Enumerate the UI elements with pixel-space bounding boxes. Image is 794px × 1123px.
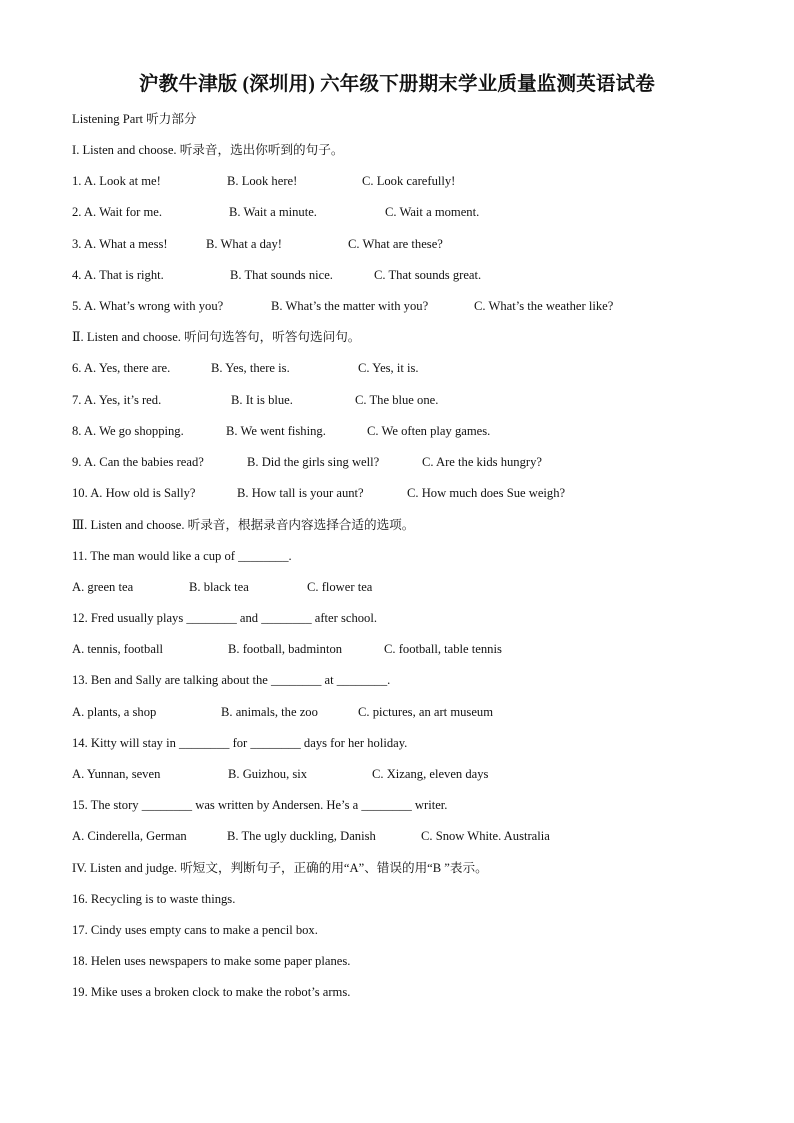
question-13-options — [72, 704, 752, 720]
option-b: B. That sounds nice. — [230, 268, 333, 282]
option-a: 1. A. Look at me! — [72, 174, 161, 188]
option-a: 10. A. How old is Sally? — [72, 486, 196, 500]
question-18: 18. Helen uses newspapers to make some paper planes. — [72, 954, 351, 968]
option-b: B. What’s the matter with you? — [271, 299, 429, 313]
option-a: 2. A. Wait for me. — [72, 205, 163, 219]
option-c: C. How much does Sue weigh? — [407, 486, 566, 500]
section-4-heading: IV. Listen and judge. 听短文，判断句子，正确的用“A”、错误的用“B ”表示。 — [72, 861, 488, 875]
listening-part-heading: Listening Part 听力部分 — [72, 112, 197, 126]
section-2-heading: Ⅱ. Listen and choose. 听问句选答句，听答句选问句。 — [72, 330, 361, 344]
option-a: A. tennis, football — [72, 642, 163, 656]
question-12-options — [72, 641, 752, 657]
option-b: B. We went fishing. — [226, 424, 326, 438]
question-11-options — [72, 579, 752, 595]
option-c: C. Are the kids hungry? — [422, 455, 542, 469]
option-a: 8. A. We go shopping. — [72, 424, 184, 438]
option-b: B. animals, the zoo — [221, 705, 318, 719]
option-b: B. The ugly duckling, Danish — [227, 829, 376, 843]
question-19: 19. Mike uses a broken clock to make the robot’s arms. — [72, 985, 351, 999]
exam-title: 沪教牛津版 (深圳用) 六年级下册期末学业质量监测英语试卷 — [138, 74, 656, 95]
option-b: B. What a day! — [206, 237, 283, 251]
option-a: 5. A. What’s wrong with you? — [72, 299, 224, 313]
question-9 — [72, 454, 752, 470]
question-15: 15. The story ________ was written by Andersen. He’s a ________ writer. — [72, 798, 448, 812]
option-a: 9. A. Can the babies read? — [72, 455, 204, 469]
option-a: 6. A. Yes, there are. — [72, 361, 171, 375]
option-c: C. Snow White. Australia — [421, 829, 550, 843]
question-7 — [72, 392, 752, 408]
section-3-heading: Ⅲ. Listen and choose. 听录音，根据录音内容选择合适的选项。 — [72, 518, 415, 532]
option-a: A. plants, a shop — [72, 705, 157, 719]
option-c: C. What’s the weather like? — [474, 299, 614, 313]
option-b: B. football, badminton — [228, 642, 343, 656]
section-1-heading: I. Listen and choose. 听录音，选出你听到的句子。 — [72, 143, 344, 157]
option-b: B. Guizhou, six — [228, 767, 308, 781]
question-12: 12. Fred usually plays ________ and ________ after school. — [72, 611, 378, 625]
option-a: A. Cinderella, German — [72, 829, 187, 843]
option-c: C. Wait a moment. — [385, 205, 480, 219]
option-c: C. We often play games. — [367, 424, 491, 438]
option-b: B. Yes, there is. — [211, 361, 290, 375]
question-13: 13. Ben and Sally are talking about the ________ at ________. — [72, 673, 391, 687]
option-b: B. Did the girls sing well? — [247, 455, 380, 469]
option-c: C. pictures, an art museum — [358, 705, 494, 719]
option-c: C. Xizang, eleven days — [372, 767, 489, 781]
question-14-options — [72, 766, 752, 782]
question-8 — [72, 423, 752, 439]
question-14: 14. Kitty will stay in ________ for ________ days for her holiday. — [72, 736, 408, 750]
option-c: C. football, table tennis — [384, 642, 502, 656]
option-a: 3. A. What a mess! — [72, 237, 168, 251]
option-b: B. black tea — [189, 580, 249, 594]
question-4 — [72, 267, 752, 283]
option-a: A. green tea — [72, 580, 134, 594]
question-2 — [72, 204, 752, 220]
option-a: 4. A. That is right. — [72, 268, 164, 282]
question-3 — [72, 236, 752, 252]
question-10 — [72, 485, 752, 501]
option-b: B. It is blue. — [231, 393, 293, 407]
question-16: 16. Recycling is to waste things. — [72, 892, 236, 906]
option-c: C. Yes, it is. — [358, 361, 419, 375]
option-c: C. That sounds great. — [374, 268, 482, 282]
question-17: 17. Cindy uses empty cans to make a pencil box. — [72, 923, 318, 937]
option-a: 7. A. Yes, it’s red. — [72, 393, 162, 407]
option-b: B. How tall is your aunt? — [237, 486, 364, 500]
option-c: C. The blue one. — [355, 393, 439, 407]
question-6 — [72, 360, 752, 376]
option-c: C. Look carefully! — [362, 174, 456, 188]
question-1 — [72, 173, 752, 189]
option-c: C. What are these? — [348, 237, 443, 251]
option-b: B. Wait a minute. — [229, 205, 317, 219]
question-11: 11. The man would like a cup of ________. — [72, 549, 292, 563]
question-5 — [72, 298, 752, 314]
option-a: A. Yunnan, seven — [72, 767, 161, 781]
question-15-options — [72, 828, 752, 844]
option-c: C. flower tea — [307, 580, 373, 594]
option-b: B. Look here! — [227, 174, 298, 188]
